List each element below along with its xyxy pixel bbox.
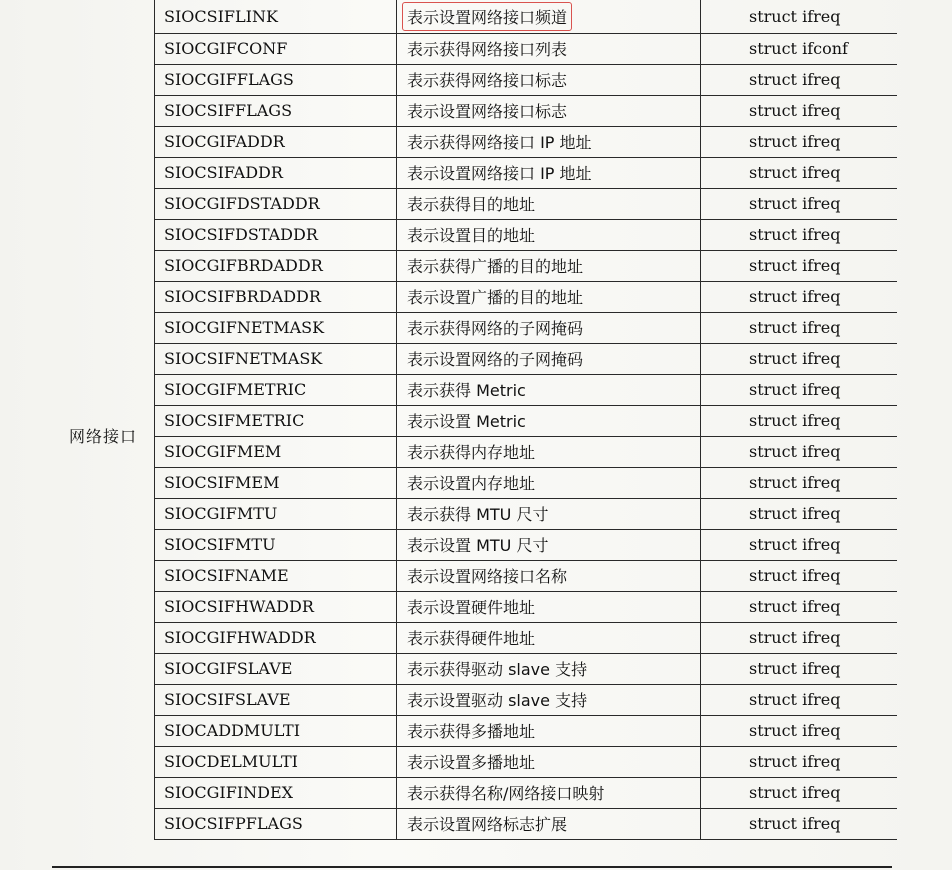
table-row bbox=[155, 560, 897, 591]
argument-type-cell: struct ifreq bbox=[701, 250, 897, 281]
description-cell: 表示设置 MTU 尺寸 bbox=[397, 529, 701, 560]
table-row bbox=[155, 684, 897, 715]
request-code-cell: SIOCGIFCONF bbox=[155, 33, 397, 64]
table-row bbox=[155, 746, 897, 777]
description-cell: 表示获得目的地址 bbox=[397, 188, 701, 219]
table-row bbox=[155, 0, 897, 33]
table-bottom-rule bbox=[52, 866, 892, 868]
argument-type-cell: struct ifreq bbox=[701, 498, 897, 529]
description-cell: 表示设置网络接口标志 bbox=[397, 95, 701, 126]
argument-type-cell: struct ifreq bbox=[701, 157, 897, 188]
table-row bbox=[155, 312, 897, 343]
request-code-cell: SIOCGIFNETMASK bbox=[155, 312, 397, 343]
table-row bbox=[155, 715, 897, 746]
request-code-cell: SIOCGIFADDR bbox=[155, 126, 397, 157]
argument-type-cell: struct ifreq bbox=[701, 343, 897, 374]
description-cell: 表示设置内存地址 bbox=[397, 467, 701, 498]
description-cell: 表示获得广播的目的地址 bbox=[397, 250, 701, 281]
request-code-cell: SIOCGIFHWADDR bbox=[155, 622, 397, 653]
request-code-cell: SIOCSIFBRDADDR bbox=[155, 281, 397, 312]
description-cell: 表示获得 MTU 尺寸 bbox=[397, 498, 701, 529]
argument-type-cell: struct ifreq bbox=[701, 808, 897, 839]
argument-type-cell: struct ifreq bbox=[701, 560, 897, 591]
description-cell: 表示设置硬件地址 bbox=[397, 591, 701, 622]
argument-type-cell: struct ifreq bbox=[701, 126, 897, 157]
argument-type-cell: struct ifreq bbox=[701, 591, 897, 622]
category-label: 网络接口 bbox=[68, 426, 137, 446]
description-cell: 表示设置网络的子网掩码 bbox=[397, 343, 701, 374]
request-code-cell: SIOCSIFHWADDR bbox=[155, 591, 397, 622]
description-cell: 表示获得网络接口 IP 地址 bbox=[397, 126, 701, 157]
description-cell: 表示设置网络接口 IP 地址 bbox=[397, 157, 701, 188]
description-cell: 表示获得网络的子网掩码 bbox=[397, 312, 701, 343]
request-code-cell: SIOCGIFMEM bbox=[155, 436, 397, 467]
argument-type-cell: struct ifconf bbox=[701, 33, 897, 64]
ioctl-table bbox=[154, 0, 897, 840]
description-cell: 表示设置目的地址 bbox=[397, 219, 701, 250]
description-cell: 表示获得内存地址 bbox=[397, 436, 701, 467]
table-row bbox=[155, 33, 897, 64]
argument-type-cell: struct ifreq bbox=[701, 374, 897, 405]
argument-type-cell: struct ifreq bbox=[701, 0, 897, 33]
table-row bbox=[155, 777, 897, 808]
description-cell: 表示设置 Metric bbox=[397, 405, 701, 436]
argument-type-cell: struct ifreq bbox=[701, 219, 897, 250]
description-cell: 表示获得 Metric bbox=[397, 374, 701, 405]
request-code-cell: SIOCSIFMETRIC bbox=[155, 405, 397, 436]
description-cell: 表示获得网络接口标志 bbox=[397, 64, 701, 95]
description-cell bbox=[397, 0, 701, 33]
table-body bbox=[155, 0, 897, 839]
argument-type-cell: struct ifreq bbox=[701, 467, 897, 498]
table-row bbox=[155, 157, 897, 188]
description-cell: 表示设置广播的目的地址 bbox=[397, 281, 701, 312]
request-code-cell: SIOCSIFSLAVE bbox=[155, 684, 397, 715]
argument-type-cell: struct ifreq bbox=[701, 653, 897, 684]
table-row bbox=[155, 343, 897, 374]
table-row bbox=[155, 374, 897, 405]
request-code-cell: SIOCDELMULTI bbox=[155, 746, 397, 777]
table-row bbox=[155, 126, 897, 157]
table-row bbox=[155, 188, 897, 219]
argument-type-cell: struct ifreq bbox=[701, 312, 897, 343]
description-cell: 表示设置多播地址 bbox=[397, 746, 701, 777]
table-row bbox=[155, 64, 897, 95]
request-code-cell: SIOCSIFNAME bbox=[155, 560, 397, 591]
argument-type-cell: struct ifreq bbox=[701, 281, 897, 312]
table-row bbox=[155, 591, 897, 622]
argument-type-cell: struct ifreq bbox=[701, 746, 897, 777]
request-code-cell: SIOCSIFMTU bbox=[155, 529, 397, 560]
table-row bbox=[155, 436, 897, 467]
argument-type-cell: struct ifreq bbox=[701, 64, 897, 95]
table-row bbox=[155, 405, 897, 436]
argument-type-cell: struct ifreq bbox=[701, 188, 897, 219]
table-row bbox=[155, 498, 897, 529]
description-cell: 表示获得硬件地址 bbox=[397, 622, 701, 653]
argument-type-cell: struct ifreq bbox=[701, 436, 897, 467]
highlighted-description: 表示设置网络接口频道 bbox=[402, 2, 572, 31]
argument-type-cell: struct ifreq bbox=[701, 622, 897, 653]
request-code-cell: SIOCGIFFLAGS bbox=[155, 64, 397, 95]
description-cell: 表示获得多播地址 bbox=[397, 715, 701, 746]
request-code-cell: SIOCSIFADDR bbox=[155, 157, 397, 188]
description-cell: 表示设置驱动 slave 支持 bbox=[397, 684, 701, 715]
request-code-cell: SIOCSIFLINK bbox=[155, 0, 397, 33]
table-row bbox=[155, 95, 897, 126]
request-code-cell: SIOCGIFDSTADDR bbox=[155, 188, 397, 219]
request-code-cell: SIOCSIFMEM bbox=[155, 467, 397, 498]
request-code-cell: SIOCGIFMTU bbox=[155, 498, 397, 529]
table-row bbox=[155, 622, 897, 653]
request-code-cell: SIOCADDMULTI bbox=[155, 715, 397, 746]
table-row bbox=[155, 653, 897, 684]
description-cell: 表示设置网络接口名称 bbox=[397, 560, 701, 591]
description-cell: 表示设置网络标志扩展 bbox=[397, 808, 701, 839]
description-cell: 表示获得名称/网络接口映射 bbox=[397, 777, 701, 808]
argument-type-cell: struct ifreq bbox=[701, 684, 897, 715]
table-row bbox=[155, 250, 897, 281]
argument-type-cell: struct ifreq bbox=[701, 405, 897, 436]
request-code-cell: SIOCSIFPFLAGS bbox=[155, 808, 397, 839]
argument-type-cell: struct ifreq bbox=[701, 777, 897, 808]
request-code-cell: SIOCGIFSLAVE bbox=[155, 653, 397, 684]
request-code-cell: SIOCSIFDSTADDR bbox=[155, 219, 397, 250]
table-row bbox=[155, 467, 897, 498]
table-row bbox=[155, 281, 897, 312]
description-cell: 表示获得网络接口列表 bbox=[397, 33, 701, 64]
request-code-cell: SIOCGIFBRDADDR bbox=[155, 250, 397, 281]
table-row bbox=[155, 529, 897, 560]
category-cell bbox=[52, 0, 154, 866]
description-cell: 表示获得驱动 slave 支持 bbox=[397, 653, 701, 684]
request-code-cell: SIOCSIFFLAGS bbox=[155, 95, 397, 126]
request-code-cell: SIOCSIFNETMASK bbox=[155, 343, 397, 374]
request-code-cell: SIOCGIFINDEX bbox=[155, 777, 397, 808]
argument-type-cell: struct ifreq bbox=[701, 715, 897, 746]
table-row bbox=[155, 219, 897, 250]
table-row bbox=[155, 808, 897, 839]
argument-type-cell: struct ifreq bbox=[701, 95, 897, 126]
argument-type-cell: struct ifreq bbox=[701, 529, 897, 560]
request-code-cell: SIOCGIFMETRIC bbox=[155, 374, 397, 405]
